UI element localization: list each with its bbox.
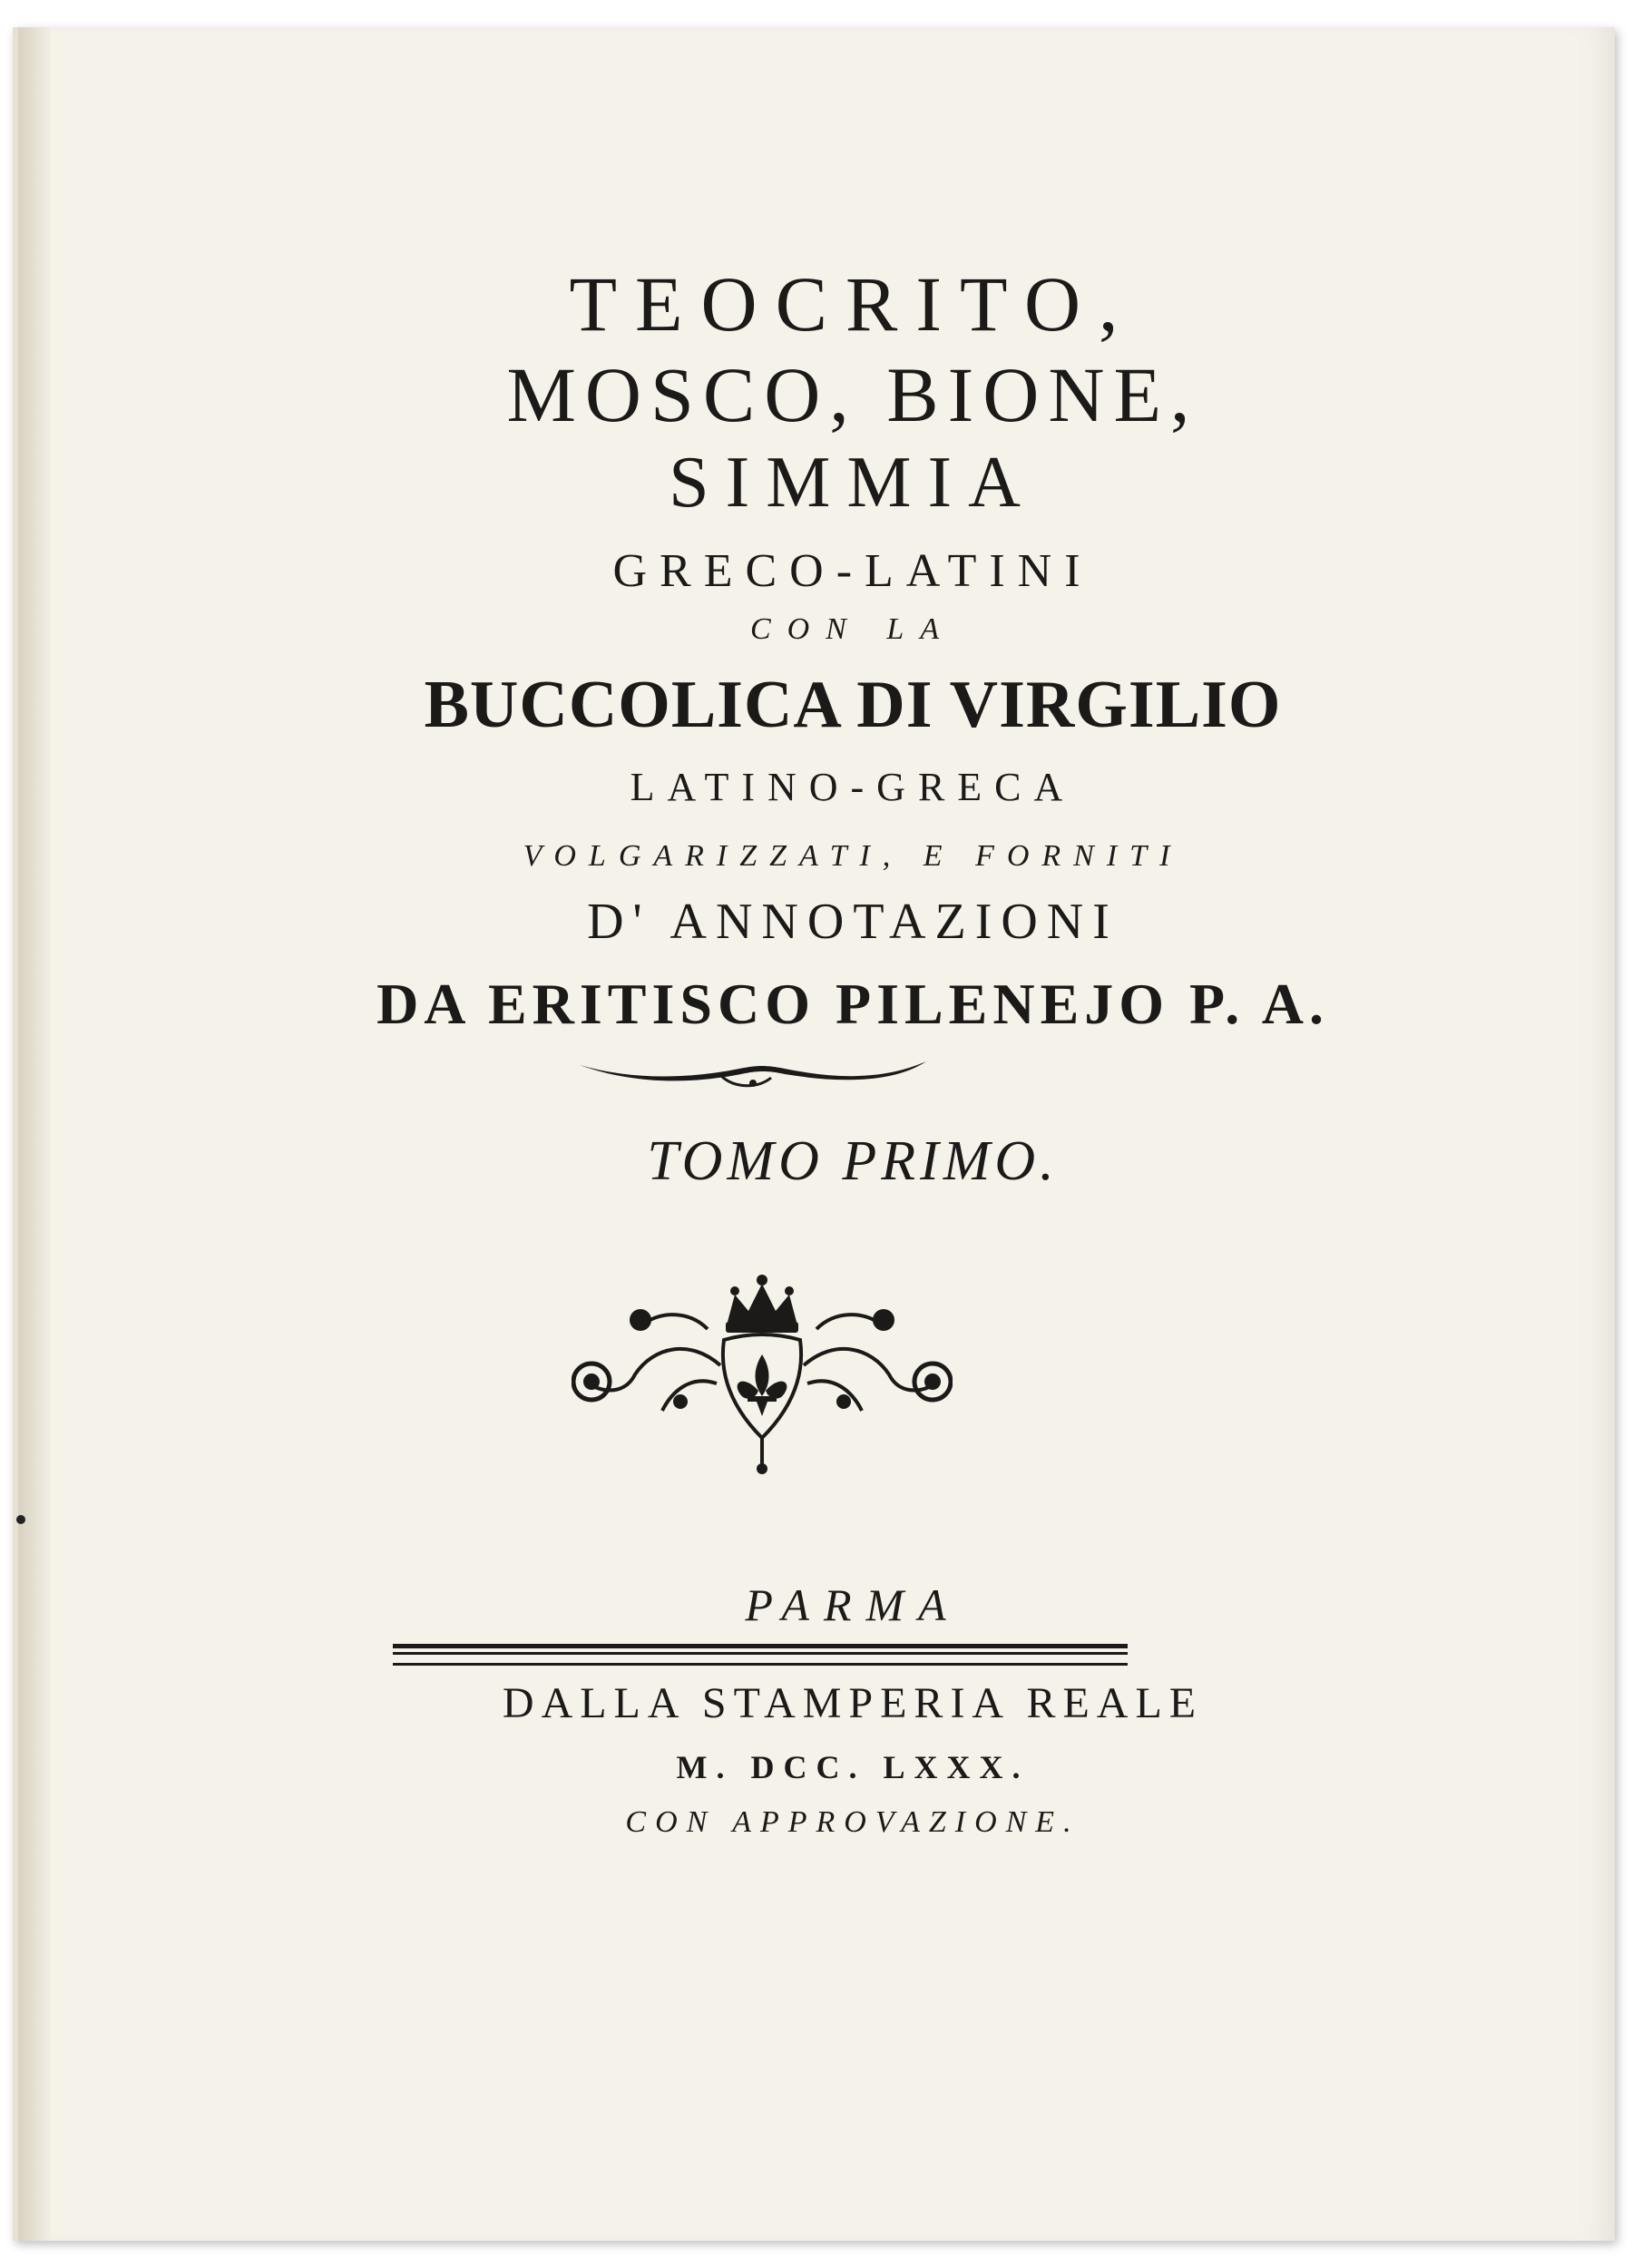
title-line-3: SIMMIA xyxy=(669,443,1037,523)
volume-label: TOMO PRIMO. xyxy=(647,1130,1059,1192)
imprint-year: M. DCC. LXXX. xyxy=(676,1749,1030,1785)
imprint-approval: CON APPROVAZIONE. xyxy=(625,1805,1080,1839)
title-line-2: MOSCO, BIONE, xyxy=(506,351,1199,438)
subtitle-greco-latini: GRECO-LATINI xyxy=(612,545,1093,597)
imprint-place: PARMA xyxy=(745,1579,961,1630)
swash-divider-ornament xyxy=(576,1052,930,1094)
crown-icon xyxy=(726,1275,798,1333)
title-line-1: TEOCRITO, xyxy=(569,260,1137,347)
subtitle-buccolica: BUCCOLICA DI VIRGILIO xyxy=(424,668,1282,742)
subtitle-volgarizzati: VOLGARIZZATI, E FORNITI xyxy=(523,839,1183,873)
fleur-de-lis-icon xyxy=(738,1354,787,1416)
imprint-double-rule xyxy=(393,1644,1128,1666)
subtitle-annotazioni: D' ANNOTAZIONI xyxy=(587,894,1119,950)
imprint-printer: DALLA STAMPERIA REALE xyxy=(502,1679,1204,1727)
margin-mark xyxy=(16,1515,25,1524)
crowned-fleur-de-lis-emblem xyxy=(572,1275,953,1483)
author-line: DA ERITISCO PILENEJO P. A. xyxy=(376,972,1329,1036)
subtitle-latino-greca: LATINO-GRECA xyxy=(630,765,1076,809)
subtitle-con-la: CON LA xyxy=(749,612,956,646)
